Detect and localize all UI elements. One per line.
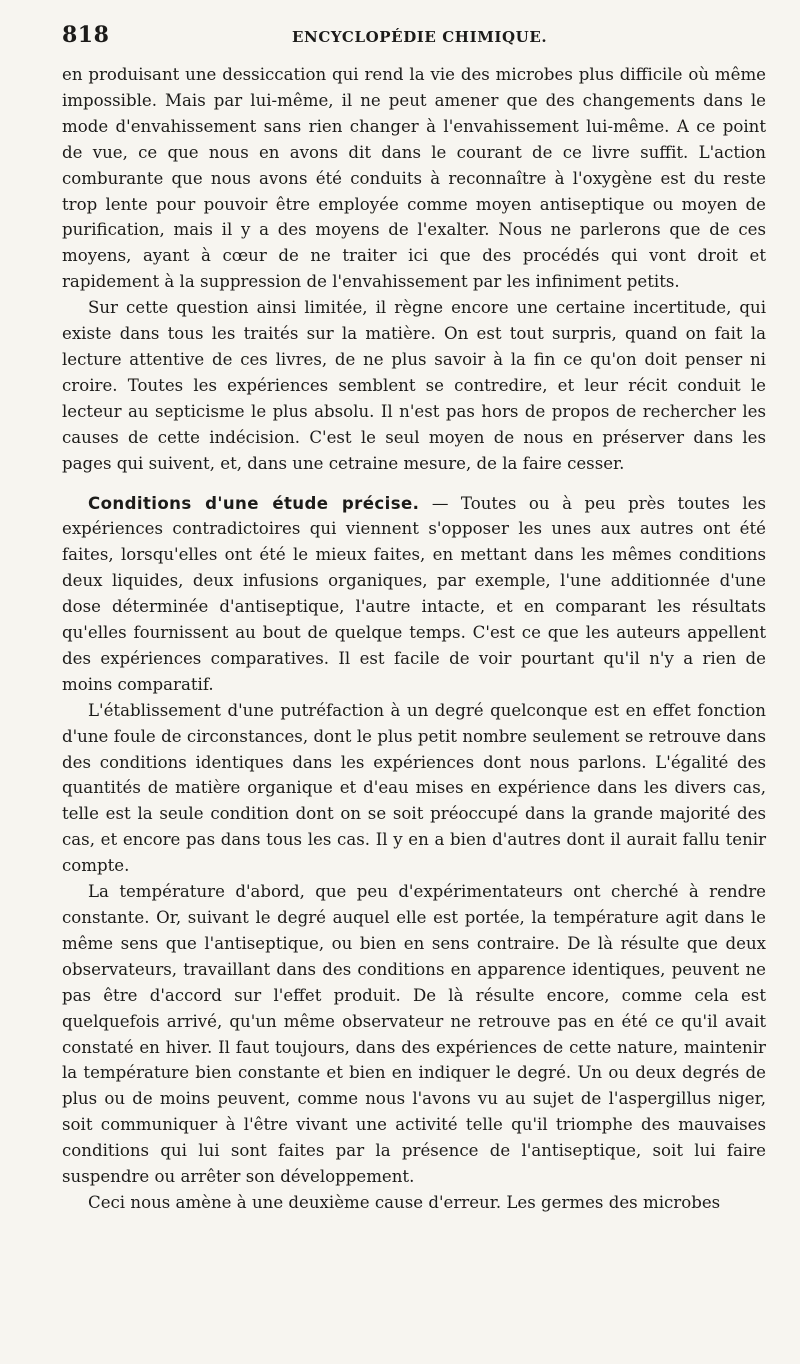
paragraph: L'établissement d'une putréfaction à un degré quelconque est en effet fonction d'une foule de circonstances, dont le plus petit nombre seulement se retrouve dans des conditions identiques dans les expériences dont nous parlons. L'égalité des quantités de matière organique et d'eau mises en expérience dans les divers cas, telle est la seule condition dont on se soit préoccupé dans la grande majorité des cas, et encore pas dans tous les cas. Il y en a bien d'autres dont il aurait fallu tenir compte. bbox=[62, 700, 766, 876]
running-title: ENCYCLOPÉDIE CHIMIQUE. bbox=[292, 28, 548, 46]
section-lead-text: — Toutes ou à peu près toutes les expériences contradictoires qui viennent s'opposer les unes aux autres ont été faites, lorsqu'elles ont été le mieux faites, en mettant dans les mêmes conditions deux liquides, deux infusions organiques, par exemple, l'une additionnée d'une dose déterminée d'antiseptique, l'autre intacte, et en comparant les résultats qu'elles fournissent au bout de quelque temps. C'est ce que les auteurs appellent des expériences comparatives. Il est facile de voir pourtant qu'il n'y a rien de moins comparatif. bbox=[62, 493, 766, 694]
section-break bbox=[62, 477, 766, 491]
section-paragraph bbox=[62, 491, 766, 698]
paragraph: La température d'abord, que peu d'expérimentateurs ont cherché à rendre constante. Or, suivant le degré auquel elle est portée, la température agit dans le même sens que l'antiseptique, ou bien en sens contraire. De là résulte que deux observateurs, travaillant dans des conditions en apparence identiques, peuvent ne pas être d'accord sur l'effet produit. De là résulte encore, comme cela est quelquefois arrivé, qu'un même observateur ne retrouve pas en été ce qu'il avait constaté en hiver. Il faut toujours, dans des expériences de cette nature, maintenir la température bien constante et bien en indiquer le degré. Un ou deux degrés de plus ou de moins peuvent, comme nous l'avons vu au sujet de l'aspergillus niger, soit communiquer à l'être vivant une activité telle qu'il triomphe des mauvaises conditions qui lui sont faites par la présence de l'antiseptique, soit lui faire suspendre ou arrêter son développement. bbox=[62, 882, 766, 1187]
page-number: 818 bbox=[62, 22, 110, 48]
paragraph: en produisant une dessiccation qui rend la vie des microbes plus difficile où même impossible. Mais par lui-même, il ne peut amener que des changements dans le mode d'envahissement sans rien changer à l'envahissement lui-même. A ce point de vue, ce que nous en avons dit dans le courant de ce livre suffit. L'action comburante que nous avons été conduits à reconnaître à l'oxygène est du reste trop lente pour pouvoir être employée comme moyen antiseptique ou moyen de purification, mais il y a des moyens de l'exalter. Nous ne parlerons que de ces moyens, ayant à cœur de ne traiter ici que des procédés qui vont droit et rapidement à la suppression de l'envahissement par les infiniment petits. bbox=[62, 65, 766, 292]
paragraph: Ceci nous amène à une deuxième cause d'erreur. Les germes des microbes bbox=[88, 1192, 721, 1212]
body-text bbox=[62, 62, 766, 1216]
paragraph: Sur cette question ainsi limitée, il règne encore une certaine incertitude, qui existe dans tous les traités sur la matière. On est tout surpris, quand on fait la lecture attentive de ces livres, de ne plus savoir à la fin ce qu'on doit penser ni croire. Toutes les expériences semblent se contredire, et leur récit conduit le lecteur au septicisme le plus absolu. Il n'est pas hors de propos de rechercher les causes de cette indécision. C'est le seul moyen de nous en préserver dans les pages qui suivent, et, dans une cetraine mesure, de la faire cesser. bbox=[62, 298, 766, 473]
page-header bbox=[62, 22, 766, 62]
section-heading: Conditions d'une étude précise. bbox=[88, 493, 420, 513]
